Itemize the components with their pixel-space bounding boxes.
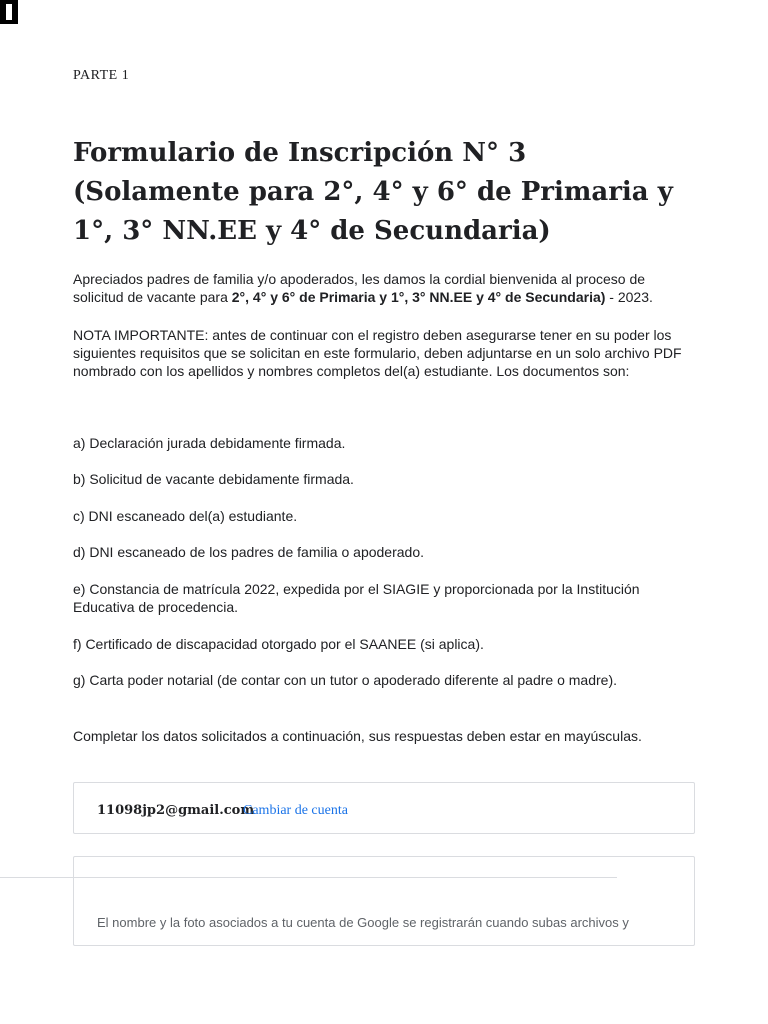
requirement-item: f) Certificado de discapacidad otorgado por el SAANEE (si aplica). [73,636,484,652]
page-corner-mark [0,0,18,24]
welcome-text [73,270,695,306]
welcome-text-start: Apreciados padres de familia y/o apoderados, les damos la cordial bienvenida al proceso de solicitud de vacante para [73,271,646,305]
account-card [73,782,695,834]
important-note: NOTA IMPORTANTE: antes de continuar con el registro deben asegurarse tener en su poder los siguientes requisitos que se solicitan en este formulario, deben adjuntarse en un solo archivo PDF nombrado con los apellidos y nombres completos del(a) estudiante. Los documentos son: [73,327,682,379]
instruction-text: Completar los datos solicitados a continuación, sus respuestas deben estar en mayúsculas. [73,728,642,744]
google-account-notice-card [73,856,695,946]
requirement-item: g) Carta poder notarial (de contar con un tutor o apoderado diferente al padre o madre). [73,672,617,688]
google-account-notice: El nombre y la foto asociados a tu cuenta de Google se registrarán cuando subas archivos y [97,915,629,930]
requirement-item: b) Solicitud de vacante debidamente firmada. [73,471,354,487]
requirement-item: a) Declaración jurada debidamente firmada. [73,435,346,451]
requirement-item: d) DNI escaneado de los padres de familia o apoderado. [73,544,424,560]
requirement-item: e) Constancia de matrícula 2022, expedida por el SIAGIE y proporcionada por la Institución Educativa de procedencia. [73,581,640,615]
change-account-link[interactable]: Cambiar de cuenta [243,803,348,818]
requirement-item: c) DNI escaneado del(a) estudiante. [73,508,298,524]
part-label: PARTE 1 [73,68,130,83]
divider-line [0,877,617,878]
welcome-text-bold: 2°, 4° y 6° de Primaria y 1°, 3° NN.EE y 4° de Secundaria) [231,289,606,305]
form-title: Formulario de Inscripción N° 3 (Solamente para 2°, 4° y 6° de Primaria y 1°, 3° NN.EE y 4° de Secundaria) [73,138,673,246]
account-email: 11098jp2@gmail.com [97,803,255,818]
welcome-text-end: - 2023. [605,289,653,305]
